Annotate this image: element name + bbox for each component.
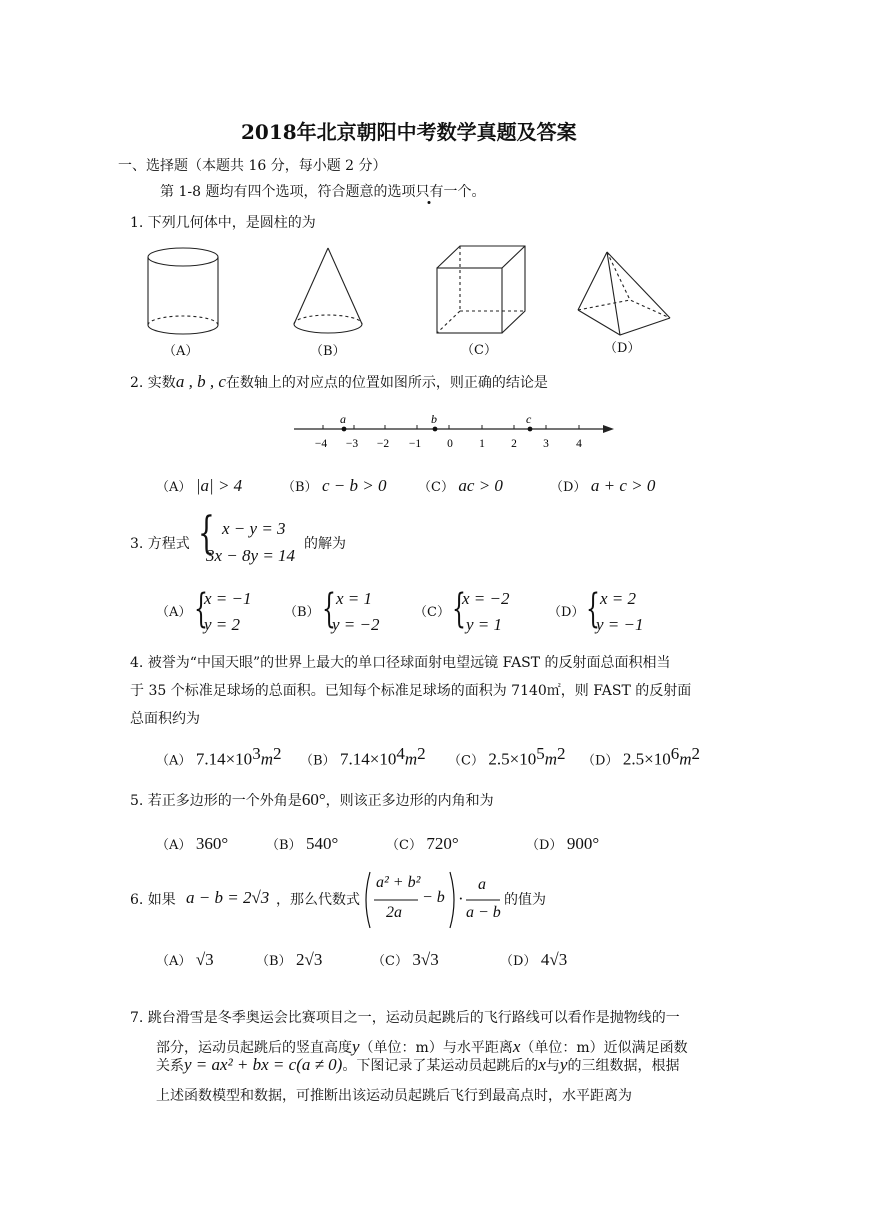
q2-stem-post: 在数轴上的对应点的位置如图所示，则正确的结论是 — [225, 375, 548, 391]
option-coef: 2.5×10 — [488, 749, 537, 769]
q7-line3-pre: 关系 — [156, 1058, 184, 1074]
instruction-text-end: 一个。 — [443, 184, 486, 200]
left-brace: { — [452, 586, 466, 632]
cube-shape — [437, 246, 525, 333]
option-label: （B） — [300, 753, 336, 769]
instruction-text: 第 1-8 题均有四个选项，符合题意的选项 — [160, 184, 416, 200]
q3-stem-pre: 3. 方程式 — [130, 536, 190, 552]
option-label: （D） — [526, 838, 563, 853]
option-y: y = −1 — [596, 615, 644, 634]
q2-stem — [130, 372, 548, 393]
option-value: 900° — [566, 834, 600, 853]
q7-line2-pre: 部分，运动员起跳后的竖直高度 — [156, 1040, 352, 1056]
option-label: （B） — [266, 838, 302, 853]
q7-line3-post: 的三组数据，根据 — [567, 1058, 680, 1074]
q3-eq2: 3x − 8y = 14 — [206, 546, 296, 565]
q5-stem — [130, 790, 494, 811]
q6-dot: · — [458, 889, 464, 908]
q4-line3: 总面积约为 — [130, 711, 200, 727]
q1-label-b: （B） — [310, 344, 346, 359]
option-unit-exp: 2 — [272, 744, 282, 763]
option-x: x = −2 — [462, 589, 510, 608]
q3-option-a[interactable] — [156, 586, 266, 639]
point-c-label: c — [526, 412, 532, 426]
q7-line1: 7. 跳台滑雪是冬季奥运会比赛项目之一，运动员起跳后的飞行路线可以看作是抛物线的一 — [130, 1010, 680, 1026]
q7-function-equation: y = ax² + bx = c(a ≠ 0) — [184, 1055, 343, 1074]
q6-stem-pre: 6. 如果 — [130, 892, 176, 908]
pyramid-shape — [578, 252, 670, 335]
tick-label: 1 — [479, 438, 485, 450]
q6-option-a[interactable] — [156, 950, 214, 972]
q1-stem: 1. 下列几何体中，是圆柱的为 — [130, 215, 316, 231]
q6-condition: a − b = 2√3 — [186, 888, 270, 907]
left-brace: { — [322, 586, 336, 632]
tick-label: 0 — [447, 438, 453, 450]
option-unit: m — [260, 749, 273, 769]
q6-numerator-2: a — [478, 876, 486, 893]
q6-numerator-1: a² + b² — [376, 874, 421, 891]
q5-option-c[interactable] — [386, 834, 459, 856]
option-label: （D） — [500, 954, 537, 969]
option-x: x = 1 — [336, 589, 373, 608]
q7-line3-and: 与 — [545, 1058, 560, 1074]
q5-option-a[interactable] — [156, 834, 228, 856]
q1-label-d: （D） — [604, 341, 641, 356]
q2-option-c[interactable] — [418, 476, 503, 498]
q5-option-d[interactable] — [526, 834, 599, 856]
option-label: （A） — [156, 605, 192, 620]
option-value: 360° — [195, 834, 229, 853]
q6-stem-post: 的值为 — [504, 892, 546, 908]
tick-label: −2 — [376, 438, 390, 450]
left-brace: { — [194, 586, 208, 632]
q3-stem-post: 的解为 — [304, 536, 346, 552]
option-label: （C） — [372, 954, 408, 969]
option-exp: 3 — [252, 744, 261, 763]
q4-option-a[interactable] — [156, 744, 281, 772]
q7-line3-mid: 。下图记录了某运动员起跳后的 — [342, 1058, 539, 1074]
point-c — [528, 427, 533, 432]
q1-label-a: （A） — [163, 344, 199, 359]
option-unit-exp: 2 — [691, 744, 701, 763]
option-x: x = 2 — [600, 589, 637, 608]
q3-option-b[interactable] — [284, 586, 394, 639]
q6-minus-b: − b — [422, 889, 445, 906]
option-expr: a + c > 0 — [590, 476, 656, 495]
cylinder-shape — [148, 248, 218, 334]
option-label: （A） — [156, 838, 192, 853]
option-label: （D） — [548, 605, 585, 620]
q7-var-x: x — [538, 1055, 546, 1074]
q7-line3 — [156, 1050, 679, 1081]
option-label: （D） — [550, 480, 587, 495]
option-coef: 7.14×10 — [340, 749, 397, 769]
q6-denominator-1: 2a — [386, 904, 402, 921]
number-line — [290, 408, 620, 454]
tick-label: −3 — [345, 438, 359, 450]
instruction-emphasis: 只有 — [415, 184, 444, 200]
option-value: 3√3 — [412, 950, 439, 969]
q4-option-b[interactable] — [300, 744, 426, 772]
option-label: （B） — [284, 605, 320, 620]
q1-label-c: （C） — [461, 343, 497, 358]
q2-stem-pre: 2. 实数 — [130, 375, 176, 391]
option-label: （D） — [582, 753, 619, 769]
option-expr: ac > 0 — [458, 476, 503, 495]
point-a — [342, 427, 347, 432]
option-unit-exp: 2 — [557, 744, 566, 763]
option-value: √3 — [195, 950, 214, 969]
option-unit: m — [679, 749, 692, 769]
q7-var-y: y — [559, 1055, 568, 1074]
left-brace: { — [586, 586, 600, 632]
q7-line2-post: （单位：m）近似满足函数 — [520, 1040, 688, 1056]
option-label: （B） — [256, 954, 292, 969]
section-heading: 一、选择题（本题共 16 分，每小题 2 分） — [118, 158, 387, 174]
q5-angle: 60° — [301, 790, 326, 809]
option-y: y = 1 — [466, 615, 503, 634]
instruction — [160, 182, 485, 202]
option-label: （C） — [414, 605, 450, 620]
option-coef: 2.5×10 — [622, 749, 671, 769]
q7-line4: 上述函数模型和数据，可推断出该运动员起跳后飞行到最高点时，水平距离为 — [156, 1088, 632, 1104]
option-expr: |a| > 4 — [195, 476, 243, 495]
option-label: （B） — [282, 480, 318, 495]
option-label: （C） — [448, 753, 484, 769]
q4-option-d[interactable] — [582, 744, 700, 772]
option-y: y = 2 — [204, 615, 241, 634]
q3-option-d[interactable] — [548, 586, 658, 639]
option-unit: m — [404, 749, 418, 769]
q5-option-b[interactable] — [266, 834, 338, 856]
q6-option-d[interactable] — [500, 950, 567, 972]
page-title: 2018年北京朝阳中考数学真题及答案 — [241, 120, 577, 144]
option-label: （C） — [418, 480, 454, 495]
q4-option-c[interactable] — [448, 744, 566, 772]
q3-eq1: x − y = 3 — [222, 519, 286, 538]
q3-option-c[interactable] — [414, 586, 524, 639]
arrow-right-icon — [603, 425, 614, 433]
option-exp: 5 — [536, 744, 545, 763]
option-x: x = −1 — [204, 589, 252, 608]
point-b — [433, 427, 438, 432]
q7-line2-mid: （单位：m）与水平距离 — [359, 1040, 513, 1056]
tick-label: 3 — [543, 438, 549, 450]
q6-option-c[interactable] — [372, 950, 439, 972]
option-exp: 6 — [670, 744, 680, 763]
q6-option-b[interactable] — [256, 950, 322, 972]
q5-stem-pre: 5. 若正多边形的一个外角是 — [130, 793, 302, 809]
q6-expression — [362, 868, 502, 932]
tick-label: −1 — [408, 438, 422, 450]
q7-var-y: y — [352, 1037, 360, 1056]
q4-line2: 于 35 个标准足球场的总面积。已知每个标准足球场的面积为 7140㎡，则 FAST 的反射面 — [130, 683, 692, 699]
q2-option-b[interactable] — [282, 476, 387, 498]
q5-stem-post: ，则该正多边形的内角和为 — [325, 793, 494, 809]
q6-denominator-2: a − b — [466, 904, 501, 921]
option-value: 540° — [306, 834, 339, 853]
option-label: （A） — [156, 480, 192, 495]
option-value: 4√3 — [540, 950, 568, 969]
q2-option-a[interactable] — [156, 476, 242, 498]
left-brace: { — [198, 508, 215, 559]
option-label: （A） — [156, 753, 192, 769]
option-value: 2√3 — [296, 950, 323, 969]
option-label: （A） — [156, 954, 192, 969]
q2-option-d[interactable] — [550, 476, 655, 498]
option-y: y = −2 — [332, 615, 380, 634]
cone-shape — [294, 248, 362, 333]
option-coef: 7.14×10 — [195, 749, 253, 769]
q4-line1: 4. 被誉为“中国天眼”的世界上最大的单口径球面射电望远镜 FAST 的反射面总面积相当 — [130, 655, 671, 671]
point-b-label: b — [431, 412, 437, 426]
tick-label: −4 — [314, 438, 328, 450]
point-a-label: a — [340, 412, 346, 426]
option-label: （C） — [386, 838, 422, 853]
q2-vars: a , b , c — [175, 372, 226, 391]
option-unit-exp: 2 — [417, 744, 426, 763]
option-unit: m — [544, 749, 558, 769]
q7-var-x: x — [512, 1037, 521, 1056]
tick-label: 2 — [511, 438, 517, 450]
option-exp: 4 — [396, 744, 405, 763]
tick-label: 4 — [576, 438, 582, 450]
q6-stem-mid: ，那么代数式 — [276, 892, 360, 908]
option-value: 720° — [426, 834, 459, 853]
option-expr: c − b > 0 — [322, 476, 387, 495]
